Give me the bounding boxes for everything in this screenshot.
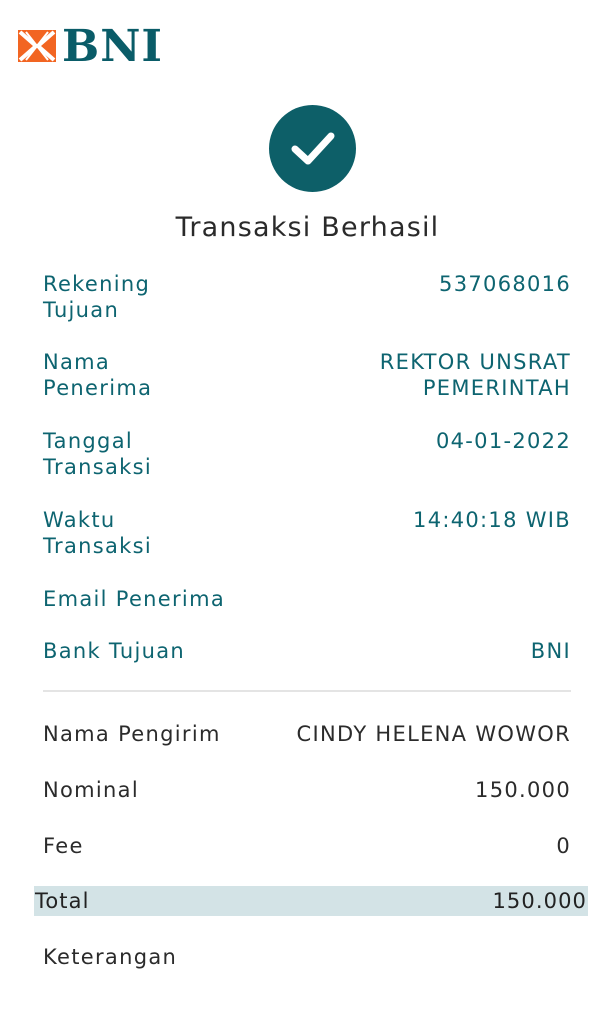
sender-row — [43, 721, 571, 747]
recipient-name-row — [43, 349, 571, 401]
bni-emblem-icon — [18, 28, 56, 64]
time-value: 14:40:18 WIB — [413, 508, 571, 532]
date-value: 04-01-2022 — [435, 429, 571, 453]
sender-value: CINDY HELENA WOWOR — [296, 722, 571, 746]
bank-label: Bank Tujuan — [43, 639, 185, 663]
check-icon — [269, 105, 356, 192]
sender-label: Nama Pengirim — [43, 722, 221, 746]
nominal-value: 150.000 — [475, 778, 571, 802]
divider — [43, 690, 571, 692]
note-label: Keterangan — [43, 945, 178, 969]
total-row — [34, 886, 588, 916]
bank-row — [43, 638, 571, 664]
nominal-row — [43, 777, 571, 803]
nominal-label: Nominal — [43, 778, 139, 802]
time-row — [43, 507, 571, 559]
fee-label: Fee — [43, 834, 84, 858]
note-row — [43, 944, 571, 970]
bank-value: BNI — [530, 639, 571, 663]
total-value: 150.000 — [492, 889, 587, 913]
account-row — [43, 271, 571, 323]
email-label: Email Penerima — [43, 587, 225, 611]
page-title: Transaksi Berhasil — [175, 212, 440, 243]
recipient-name-label: Nama Penerima — [43, 350, 153, 400]
date-label: Tanggal Transaksi — [43, 429, 152, 479]
brand-name: BNI — [62, 21, 163, 72]
fee-row — [43, 833, 571, 859]
account-label: Rekening Tujuan — [43, 272, 151, 322]
time-label: Waktu Transaksi — [43, 508, 152, 558]
recipient-name-value: REKTOR UNSRAT PEMERINTAH — [379, 350, 571, 400]
email-row — [43, 586, 571, 612]
fee-value: 0 — [556, 834, 571, 858]
total-label: Total — [35, 889, 90, 913]
account-value: 537068016 — [439, 272, 571, 296]
date-row — [43, 428, 571, 480]
bni-logo — [18, 21, 163, 72]
